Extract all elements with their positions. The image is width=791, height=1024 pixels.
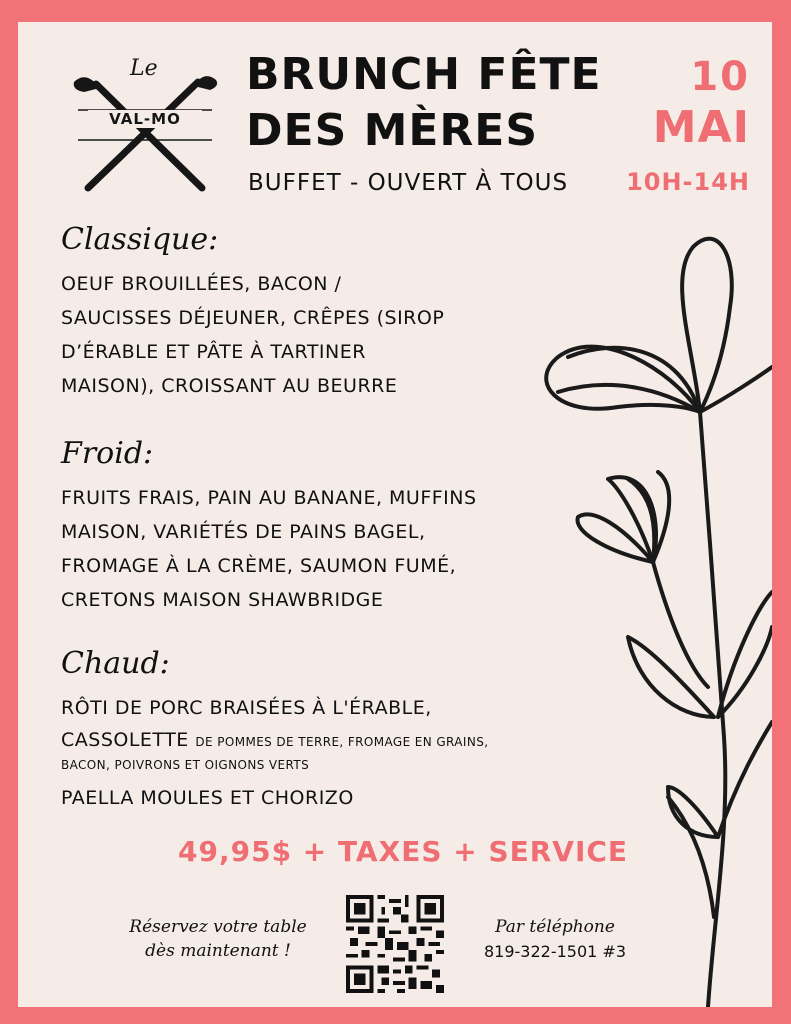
menu-line-small: BACON, POIVRONS ET OIGNONS VERTS	[61, 758, 310, 772]
poster-card	[18, 22, 772, 1007]
event-title	[246, 47, 602, 159]
reserve-line-2: dès maintenant !	[145, 941, 291, 961]
qr-code-icon[interactable]	[346, 895, 444, 993]
event-date	[626, 52, 750, 200]
date-day: 10	[690, 54, 750, 100]
menu-line: RÔTI DE PORC BRAISÉES À L'ÉRABLE,	[61, 697, 432, 719]
section-classique	[61, 222, 581, 403]
cassolette-rest: DE POMMES DE TERRE, FROMAGE EN GRAINS,	[195, 735, 489, 749]
title-line-2: DES MÈRES	[246, 105, 539, 156]
line-art-flower-icon	[518, 217, 772, 1007]
price: 49,95$ + TAXES + SERVICE	[178, 835, 629, 868]
section-title-classique: Classique:	[61, 222, 219, 257]
section-froid	[61, 436, 581, 617]
section-body-classique	[61, 267, 581, 403]
title-line-1: BRUNCH FÊTE	[246, 49, 602, 100]
menu-line: FROMAGE À LA CRÈME, SAUMON FUMÉ,	[61, 555, 457, 577]
section-title-chaud: Chaud:	[61, 646, 170, 681]
menu-line: OEUF BROUILLÉES, BACON /	[61, 273, 342, 295]
menu-line: CRETONS MAISON SHAWBRIDGE	[61, 589, 384, 611]
event-subtitle: BUFFET - OUVERT À TOUS	[248, 170, 569, 196]
menu-line: D’ÉRABLE ET PÂTE À TARTINER	[61, 341, 366, 363]
menu-line: FRUITS FRAIS, PAIN AU BANANE, MUFFINS	[61, 487, 477, 509]
event-hours: 10H-14H	[626, 168, 750, 196]
menu-line: MAISON, VARIÉTÉS DE PAINS BAGEL,	[61, 521, 426, 543]
section-body-froid	[61, 481, 581, 617]
menu-line: PAELLA MOULES ET CHORIZO	[61, 787, 354, 809]
date-month: MAI	[652, 102, 750, 153]
phone-label: Par téléphone	[495, 917, 615, 937]
reserve-line-1: Réservez votre table	[129, 917, 307, 937]
section-title-froid: Froid:	[61, 436, 154, 471]
logo-le-text: Le	[130, 56, 158, 81]
cassolette-main: CASSOLETTE	[61, 729, 189, 751]
menu-line: SAUCISSES DÉJEUNER, CRÊPES (SIROP	[61, 307, 445, 329]
logo-name: VAL-MO	[88, 110, 202, 128]
menu-line: MAISON), CROISSANT AU BEURRE	[61, 375, 398, 397]
valmo-logo	[70, 48, 220, 198]
phone-number[interactable]: 819-322-1501 #3	[483, 942, 626, 961]
reserve-text	[118, 915, 318, 963]
